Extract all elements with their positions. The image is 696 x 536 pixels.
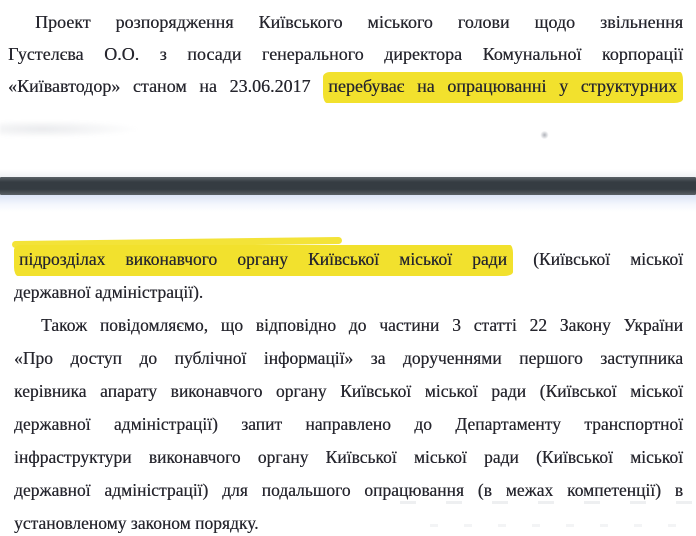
document-fragment-bottom [0, 243, 696, 536]
line-text: «Київавтодор» станом на 23.06.2017 [8, 76, 324, 96]
text-line [14, 375, 683, 408]
scan-noise-artifact [430, 524, 696, 527]
line-text: інфраструктури виконавчого органу Київської міської ради (Київської міської [14, 447, 683, 467]
line-text: державної адміністрації) запит направлено до Департаменту транспортної [14, 414, 683, 434]
line-text: «Про доступ до публічної інформації» за дорученнями першого заступника [14, 348, 683, 368]
text-line [8, 70, 683, 102]
scan-divider-bar [0, 177, 696, 195]
text-line [8, 38, 683, 70]
scan-smudge-artifact [0, 120, 140, 138]
line-text: Проект розпорядження Київського міського голови щодо звільнення [35, 12, 683, 32]
scan-speck-artifact [540, 131, 549, 139]
line-text: державної адміністрації) для подальшого опрацювання (в межах компетенції) в [14, 480, 683, 500]
text-line [8, 6, 683, 38]
scan-noise-artifact [400, 501, 696, 504]
text-line [14, 309, 683, 342]
scan-divider-glow [0, 195, 696, 212]
line-text: установленому законом порядку. [14, 513, 259, 533]
text-line [14, 243, 683, 276]
text-line [14, 276, 683, 309]
text-line [14, 342, 683, 375]
line-text: Також повідомляємо, що відповідно до частини 3 статті 22 Закону України [41, 315, 683, 335]
text-line [14, 507, 683, 536]
text-line [14, 441, 683, 474]
line-text: Густелєва О.О. з посади генерального директора Комунальної корпорації [8, 44, 683, 64]
scan-divider-shadow [0, 169, 696, 177]
highlight-mark: підрозділах виконавчого органу Київської міської ради [14, 245, 513, 276]
line-text: державної адміністрації). [14, 282, 204, 302]
line-text: керівника апарату виконавчого органу Київської міської ради (Київської міської [14, 381, 683, 401]
document-fragment-top [0, 6, 696, 102]
highlight-mark: перебуває на опрацюванні у структурних [323, 72, 683, 103]
text-line [14, 408, 683, 441]
line-text: (Київської міської [512, 249, 683, 269]
